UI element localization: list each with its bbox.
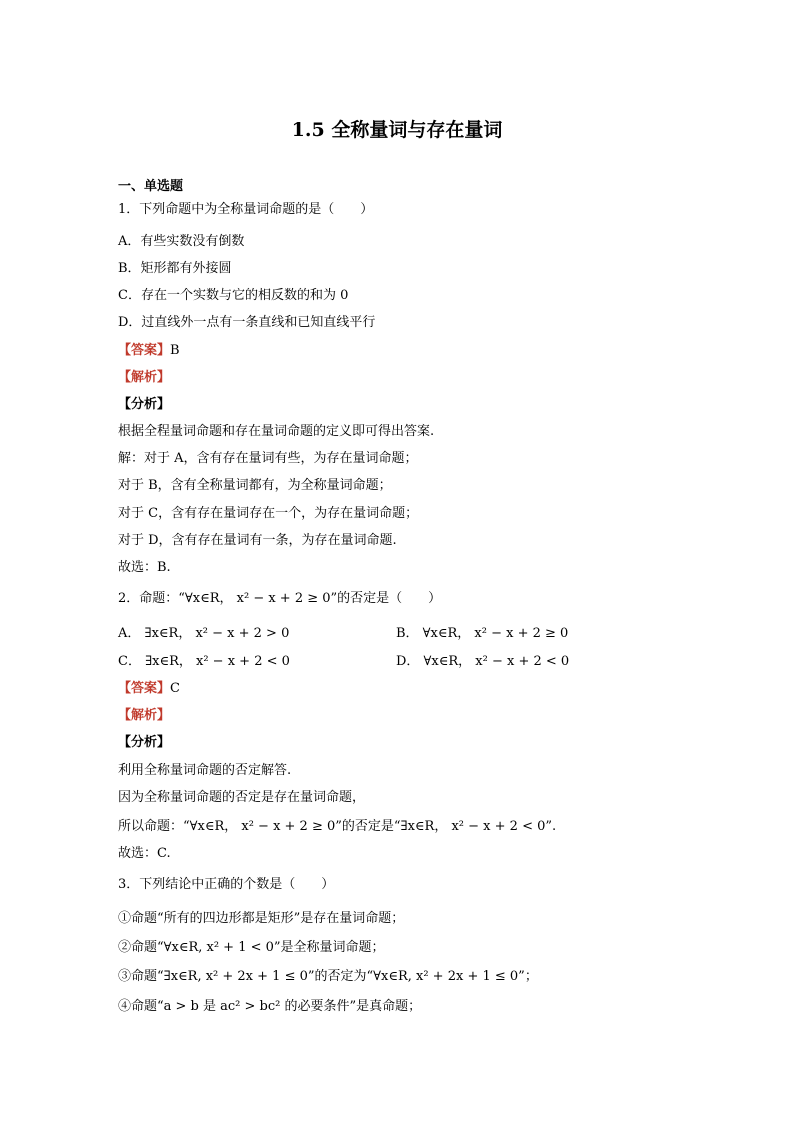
- answer-value: B: [170, 343, 180, 358]
- q1-jiexi-label: 【解析】: [118, 370, 171, 385]
- q2-option-b: B． ∀x∈R， x² − x + 2 ≥ 0: [396, 626, 569, 641]
- q2-stem: 2．命题：“∀x∈R， x² − x + 2 ≥ 0”的否定是（ ）: [118, 591, 442, 606]
- q3-stem: 3．下列结论中正确的个数是（ ）: [118, 877, 335, 892]
- q2-fenxi-label: 【分析】: [118, 735, 171, 750]
- answer-label: 【答案】: [118, 681, 171, 696]
- q2-option-d: D． ∀x∈R， x² − x + 2 < 0: [396, 654, 570, 669]
- q2-analysis-line: 利用全称量词命题的否定解答.: [118, 763, 292, 778]
- q3-item: ③命题“∃x∈R, x² + 2x + 1 ≤ 0”的否定为“∀x∈R, x² + 2x + 1 ≤ 0”；: [118, 969, 538, 984]
- answer-value: C: [170, 681, 180, 696]
- q1-analysis-line: 故选：B.: [118, 560, 171, 575]
- q1-analysis-line: 根据全程量词命题和存在量词命题的定义即可得出答案.: [118, 424, 435, 439]
- answer-label: 【答案】: [118, 343, 171, 358]
- page-title: 1.5 全称量词与存在量词: [291, 119, 503, 141]
- q1-analysis-line: 解：对于 A，含有存在量词有些，为存在量词命题；: [118, 451, 418, 466]
- q2-analysis-line: 因为全称量词命题的否定是存在量词命题，: [118, 790, 366, 805]
- q1-analysis-line: 对于 D，含有存在量词有一条，为存在量词命题.: [118, 533, 397, 548]
- q1-option-c: C．存在一个实数与它的相反数的和为 0: [118, 288, 349, 303]
- q3-item: ④命题“a > b 是 ac² > bc² 的必要条件”是真命题；: [118, 999, 422, 1014]
- q2-analysis-line: 故选：C.: [118, 846, 171, 861]
- q1-answer: [118, 342, 180, 360]
- q2-answer: [118, 680, 180, 698]
- q1-analysis-line: 对于 C，含有存在量词存在一个，为存在量词命题；: [118, 506, 419, 521]
- q3-item: ①命题“所有的四边形都是矩形”是存在量词命题；: [118, 911, 405, 926]
- q1-option-a: A．有些实数没有倒数: [118, 234, 245, 249]
- q2-jiexi-label: 【解析】: [118, 708, 171, 723]
- q1-option-d: D．过直线外一点有一条直线和已知直线平行: [118, 315, 376, 330]
- q1-stem: 1．下列命题中为全称量词命题的是（ ）: [118, 202, 374, 217]
- q1-fenxi-label: 【分析】: [118, 397, 171, 412]
- q2-option-c: C． ∃x∈R， x² − x + 2 < 0: [118, 654, 290, 669]
- q1-analysis-line: 对于 B，含有全称量词都有，为全称量词命题；: [118, 478, 392, 493]
- q1-option-b: B．矩形都有外接圆: [118, 261, 232, 276]
- section-heading: 一、单选题: [118, 179, 184, 194]
- q2-option-a: A． ∃x∈R， x² − x + 2 > 0: [118, 626, 290, 641]
- q2-analysis-line: 所以命题：“∀x∈R， x² − x + 2 ≥ 0”的否定是“∃x∈R， x² − x + 2 < 0”.: [118, 819, 557, 834]
- q3-item: ②命题“∀x∈R, x² + 1 < 0”是全称量词命题；: [118, 940, 385, 955]
